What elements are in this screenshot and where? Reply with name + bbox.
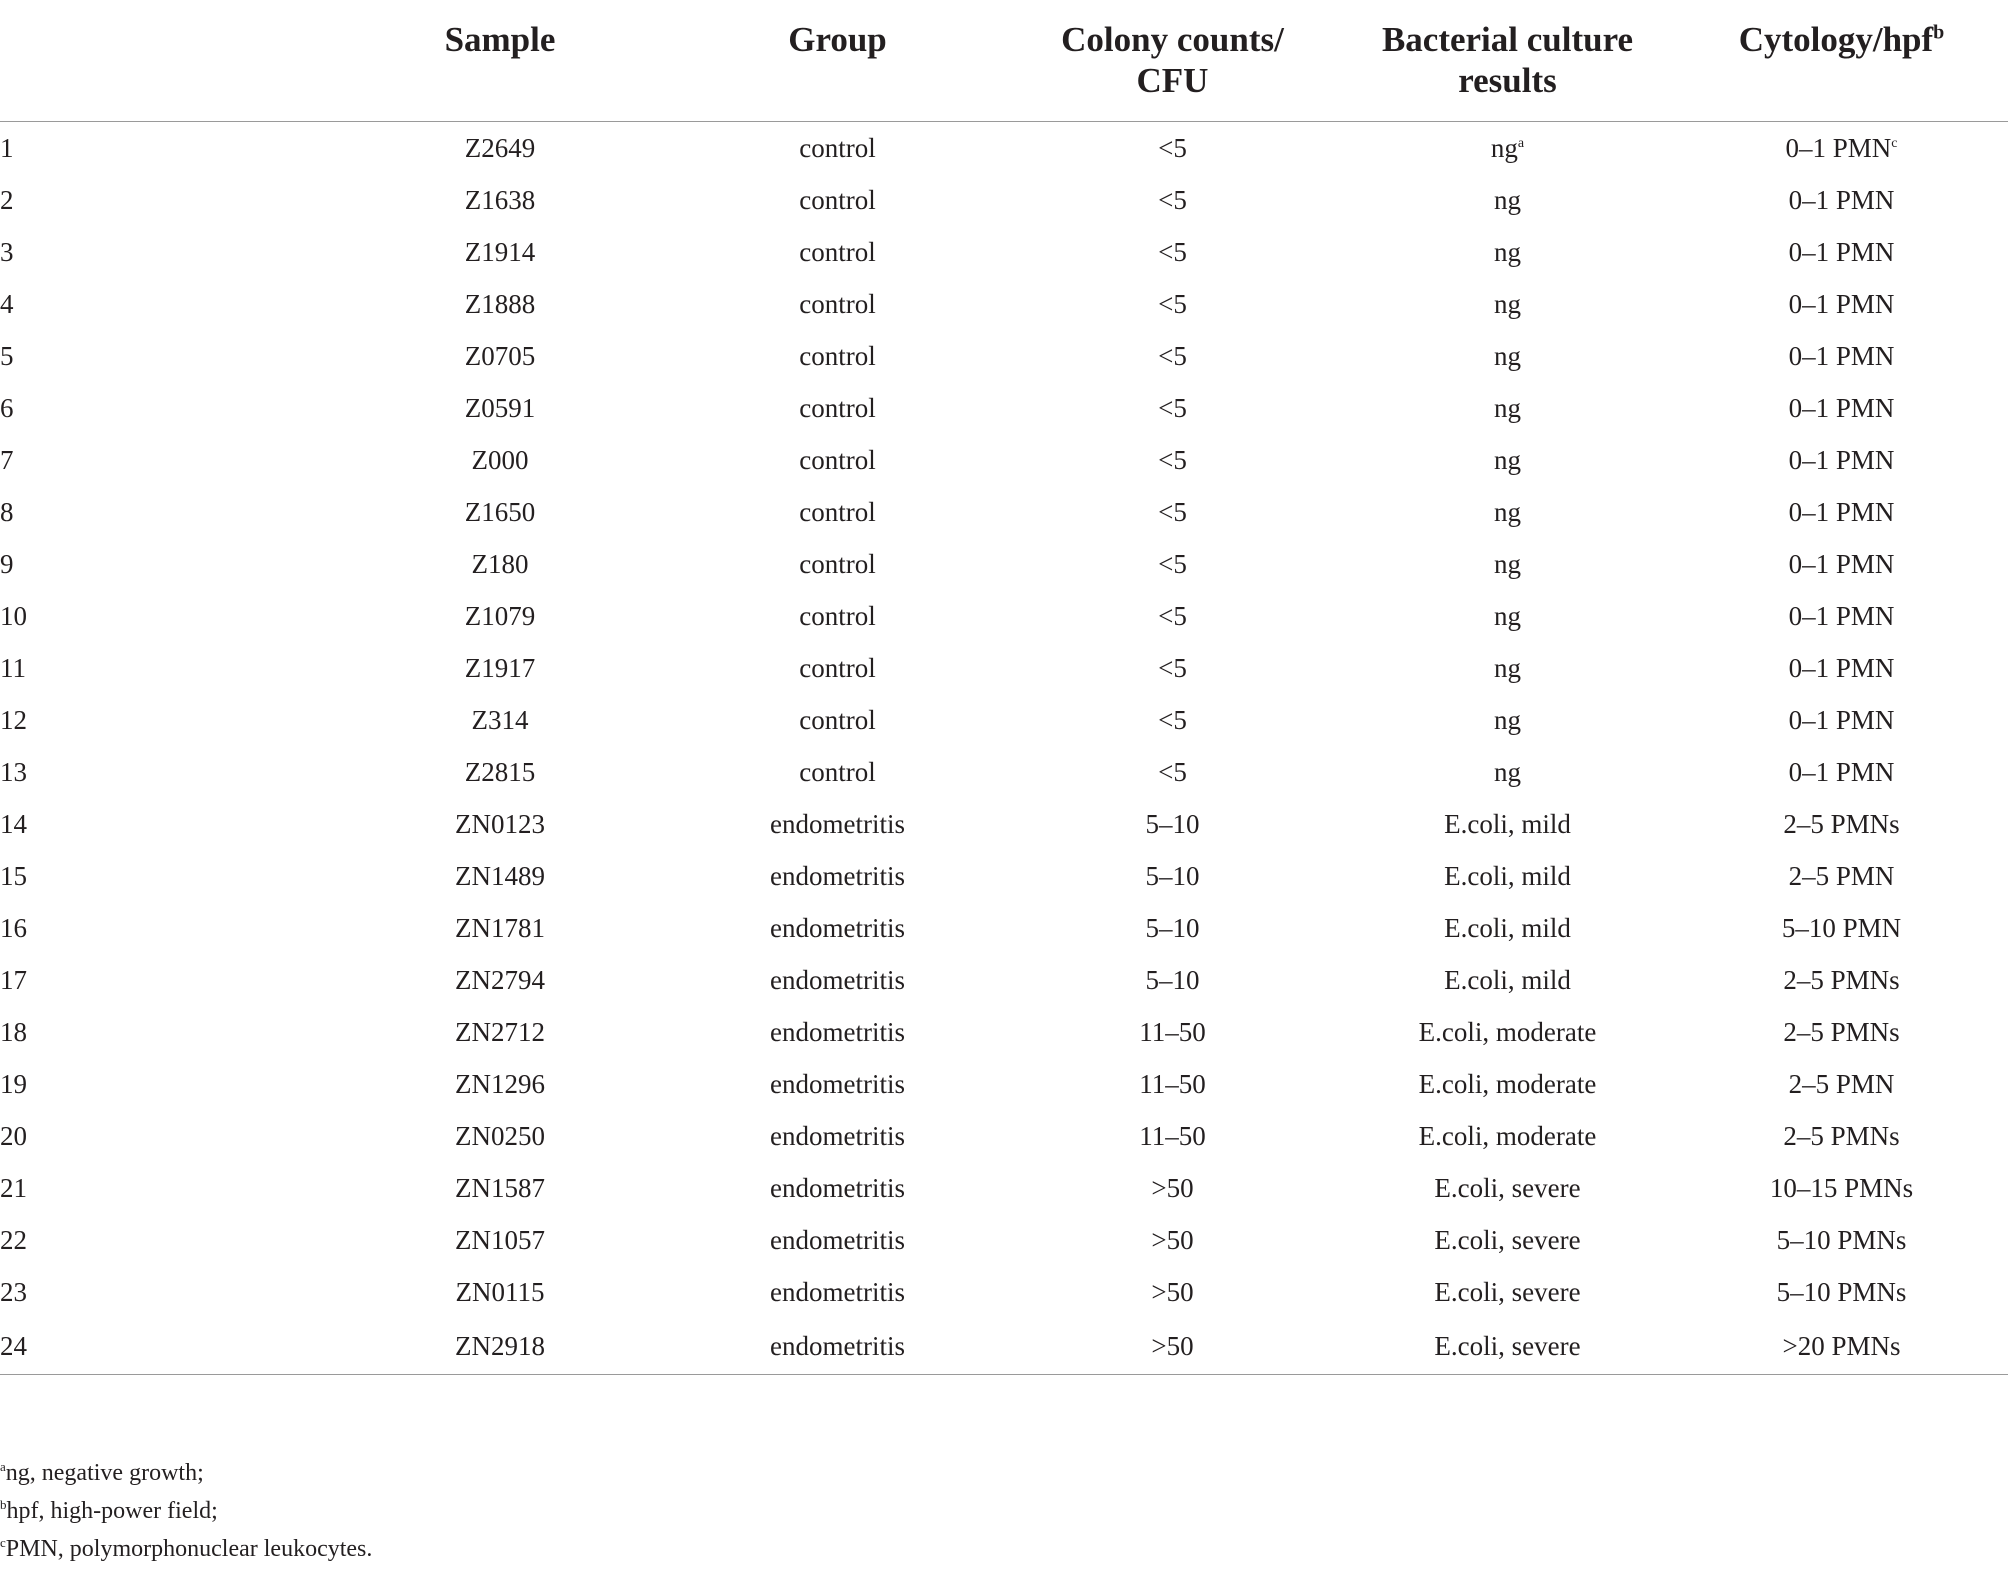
cell-colony-counts: <5 (1158, 444, 1187, 475)
cell-sample: Z314 (471, 704, 529, 735)
table-row (0, 902, 2008, 954)
cell-cytology: 0–1 PMN (1788, 184, 1895, 215)
cell-index: 24 (0, 1318, 330, 1375)
header-cytology: Cytology/hpf$^b$ (1675, 0, 2008, 122)
cell-cytology: 0–1 PMN$^c$ (1785, 132, 1898, 163)
header-cytology-footnote-mark: b (1933, 21, 1945, 44)
footnotes (0, 1454, 372, 1568)
footnote-mark: c (1891, 135, 1898, 151)
table-body (0, 122, 2008, 1375)
cell-cytology: 0–1 PMN (1788, 288, 1895, 319)
cell-sample: Z2815 (464, 756, 536, 787)
cell-cytology: 0–1 PMN (1788, 704, 1895, 735)
cell-colony-counts: 11–50 (1139, 1068, 1206, 1099)
cell-index: 19 (0, 1068, 27, 1099)
cell-group: control (799, 548, 876, 579)
cell-sample: Z000 (471, 444, 529, 475)
cell-index: 16 (0, 912, 27, 943)
cell-index: 15 (0, 860, 27, 891)
cell-index: 3 (0, 236, 14, 267)
cell-colony-counts: 5–10 (1145, 860, 1200, 891)
header-group: Group (670, 0, 1005, 122)
cell-colony-counts: >50 (1005, 1318, 1340, 1375)
cell-sample: Z1888 (464, 288, 536, 319)
cell-index: 1 (0, 132, 14, 163)
cell-colony-counts: >50 (1151, 1276, 1194, 1307)
table-row (0, 590, 2008, 642)
table-row (0, 278, 2008, 330)
cell-bacterial-culture: ng (1494, 444, 1521, 475)
cell-colony-counts: <5 (1158, 288, 1187, 319)
cell-group: control (799, 236, 876, 267)
cell-cytology: 0–1 PMN (1788, 600, 1895, 631)
table-row (0, 122, 2008, 175)
cell-colony-counts: 11–50 (1139, 1120, 1206, 1151)
cell-group: control (799, 132, 876, 163)
table-row (0, 174, 2008, 226)
cell-colony-counts: <5 (1158, 652, 1187, 683)
cell-index: 4 (0, 288, 14, 319)
cell-colony-counts: <5 (1158, 756, 1187, 787)
cell-bacterial-culture: E.coli, severe (1434, 1224, 1581, 1255)
cell-index: 23 (0, 1276, 27, 1307)
cell-bacterial-culture: ng (1494, 392, 1521, 423)
cell-cytology: 0–1 PMN (1788, 652, 1895, 683)
table-row (0, 798, 2008, 850)
cell-colony-counts: 5–10 (1145, 964, 1200, 995)
cell-index: 14 (0, 808, 27, 839)
cell-bacterial-culture: ng (1494, 548, 1521, 579)
cell-sample: ZN1057 (455, 1224, 545, 1255)
table-row (0, 226, 2008, 278)
cell-bacterial-culture: E.coli, moderate (1418, 1068, 1597, 1099)
cell-colony-counts: 5–10 (1145, 912, 1200, 943)
cell-index: 12 (0, 704, 27, 735)
cell-bacterial-culture: ng (1494, 340, 1521, 371)
table-row (0, 1110, 2008, 1162)
cell-cytology: 0–1 PMN (1788, 548, 1895, 579)
cell-cytology: 2–5 PMNs (1783, 964, 1900, 995)
table-row (0, 1266, 2008, 1318)
cell-group: endometritis (770, 1068, 905, 1099)
cell-group: control (799, 444, 876, 475)
cell-bacterial-culture: E.coli, severe (1434, 1276, 1581, 1307)
cell-group: endometritis (770, 1224, 905, 1255)
cell-sample: ZN2918 (330, 1318, 670, 1375)
cell-index: 5 (0, 340, 14, 371)
cell-bacterial-culture: E.coli, mild (1444, 808, 1571, 839)
table-header (0, 0, 2008, 122)
cell-index: 22 (0, 1224, 27, 1255)
cell-cytology: 2–5 PMNs (1783, 1120, 1900, 1151)
header-row (0, 0, 2008, 122)
table-row (0, 642, 2008, 694)
cell-bacterial-culture: E.coli, mild (1444, 860, 1571, 891)
cell-bacterial-culture: E.coli, severe (1434, 1172, 1581, 1203)
footnote-text: PMN, polymorphonuclear leukocytes. (5, 1536, 373, 1562)
cell-index: 8 (0, 496, 14, 527)
cell-index: 6 (0, 392, 14, 423)
cell-bacterial-culture: E.coli, moderate (1418, 1016, 1597, 1047)
footnote-text: hpf, high-power field; (6, 1498, 218, 1524)
cell-index: 10 (0, 600, 27, 631)
cell-colony-counts: <5 (1158, 184, 1187, 215)
cell-sample: Z1917 (464, 652, 536, 683)
table-row (0, 434, 2008, 486)
cell-cytology: 0–1 PMN (1788, 444, 1895, 475)
cell-group: endometritis (770, 1016, 905, 1047)
table-row (0, 1058, 2008, 1110)
cell-colony-counts: <5 (1158, 600, 1187, 631)
cell-sample: ZN2794 (455, 964, 545, 995)
table-row (0, 486, 2008, 538)
cell-sample: Z180 (471, 548, 529, 579)
cell-colony-counts: >50 (1151, 1172, 1194, 1203)
cell-sample: Z1638 (464, 184, 536, 215)
cell-sample: ZN0123 (455, 808, 545, 839)
cell-index: 11 (0, 652, 26, 683)
footnote-mark: a (1517, 135, 1525, 151)
footnote-mark: b (0, 1497, 7, 1512)
cell-bacterial-culture: ng (1494, 288, 1521, 319)
cell-cytology: 0–1 PMN (1788, 340, 1895, 371)
cell-bacterial-culture: E.coli, mild (1444, 912, 1571, 943)
cell-index: 20 (0, 1120, 27, 1151)
cell-cytology: 2–5 PMN (1788, 860, 1895, 891)
cell-sample: ZN2712 (455, 1016, 545, 1047)
cell-colony-counts: <5 (1158, 548, 1187, 579)
footnote (0, 1454, 372, 1492)
cell-cytology: 2–5 PMNs (1783, 808, 1900, 839)
cell-sample: Z1079 (464, 600, 536, 631)
cell-index: 9 (0, 548, 14, 579)
cell-bacterial-culture: ng (1494, 236, 1521, 267)
table-row (0, 694, 2008, 746)
table-row (0, 538, 2008, 590)
cell-colony-counts: 11–50 (1139, 1016, 1206, 1047)
cell-group: control (799, 704, 876, 735)
footnote (0, 1530, 372, 1568)
cell-colony-counts: <5 (1158, 496, 1187, 527)
cell-colony-counts: <5 (1158, 340, 1187, 371)
cell-bacterial-culture: ng (1494, 496, 1521, 527)
cell-sample: ZN1489 (455, 860, 545, 891)
footnote-text: ng, negative growth; (5, 1460, 204, 1486)
cell-group: endometritis (770, 1276, 905, 1307)
header-sample: Sample (330, 0, 670, 122)
cell-sample: ZN1296 (455, 1068, 545, 1099)
cell-cytology: 5–10 PMN (1781, 912, 1902, 943)
cell-group: endometritis (770, 912, 905, 943)
cell-cytology: 5–10 PMNs (1776, 1276, 1907, 1307)
cell-cytology: 2–5 PMN (1788, 1068, 1895, 1099)
cell-bacterial-culture: ng (1494, 600, 1521, 631)
cell-bacterial-culture: E.coli, mild (1444, 964, 1571, 995)
table-row (0, 1162, 2008, 1214)
cell-sample: ZN1587 (455, 1172, 545, 1203)
cell-index: 2 (0, 184, 14, 215)
table-row (0, 1318, 2008, 1375)
cell-group: control (799, 652, 876, 683)
cell-bacterial-culture: ng (1494, 704, 1521, 735)
header-colony-counts: Colony counts/ CFU (1005, 0, 1340, 122)
cell-group: endometritis (770, 1172, 905, 1203)
table-row (0, 382, 2008, 434)
cell-sample: ZN1781 (455, 912, 545, 943)
table-row (0, 1214, 2008, 1266)
cell-group: control (799, 288, 876, 319)
cell-colony-counts: <5 (1158, 236, 1187, 267)
cell-cytology: 0–1 PMN (1788, 392, 1895, 423)
cell-bacterial-culture: $ng^a$ (1490, 132, 1525, 163)
cell-sample: Z0591 (464, 392, 536, 423)
cell-sample: ZN0250 (455, 1120, 545, 1151)
cell-group: control (799, 340, 876, 371)
cell-colony-counts: <5 (1158, 392, 1187, 423)
cell-cytology: 0–1 PMN (1788, 236, 1895, 267)
table-row (0, 746, 2008, 798)
cell-cytology: 0–1 PMN (1788, 496, 1895, 527)
cell-group: control (799, 392, 876, 423)
cell-bacterial-culture: E.coli, severe (1340, 1318, 1675, 1375)
footnote (0, 1492, 372, 1530)
cell-colony-counts: >50 (1151, 1224, 1194, 1255)
cell-sample: Z0705 (464, 340, 536, 371)
cell-colony-counts: <5 (1158, 704, 1187, 735)
table-row (0, 954, 2008, 1006)
cell-index: 13 (0, 756, 27, 787)
cell-bacterial-culture: ng (1494, 184, 1521, 215)
footnote-mark: c (0, 1535, 6, 1550)
cell-cytology: 10–15 PMNs (1769, 1172, 1914, 1203)
cell-group: endometritis (770, 808, 905, 839)
cell-colony-counts: <5 (1158, 132, 1187, 163)
cell-index: 17 (0, 964, 27, 995)
table-row (0, 1006, 2008, 1058)
cell-sample: Z1650 (464, 496, 536, 527)
cell-group: control (799, 756, 876, 787)
cell-sample: Z2649 (464, 132, 536, 163)
cell-group: control (799, 184, 876, 215)
cell-group: endometritis (770, 860, 905, 891)
cell-bacterial-culture: ng (1494, 652, 1521, 683)
cell-cytology: 5–10 PMNs (1776, 1224, 1907, 1255)
cell-index: 7 (0, 444, 14, 475)
table-row (0, 850, 2008, 902)
footnote-mark: a (0, 1459, 6, 1474)
cell-colony-counts: 5–10 (1145, 808, 1200, 839)
header-index (0, 0, 330, 122)
cell-group: control (799, 600, 876, 631)
cell-group: endometritis (770, 964, 905, 995)
cell-group: endometritis (670, 1318, 1005, 1375)
cell-group: control (799, 496, 876, 527)
cell-cytology: >20 PMNs (1675, 1318, 2008, 1375)
cell-cytology: 0–1 PMN (1788, 756, 1895, 787)
table-row (0, 330, 2008, 382)
cell-index: 21 (0, 1172, 27, 1203)
cell-bacterial-culture: ng (1494, 756, 1521, 787)
cell-sample: ZN0115 (455, 1276, 545, 1307)
header-bacterial-culture: Bacterial culture results (1340, 0, 1675, 122)
cell-sample: Z1914 (464, 236, 536, 267)
cell-group: endometritis (770, 1120, 905, 1151)
cell-index: 18 (0, 1016, 27, 1047)
cell-cytology: 2–5 PMNs (1783, 1016, 1900, 1047)
cell-bacterial-culture: E.coli, moderate (1418, 1120, 1597, 1151)
